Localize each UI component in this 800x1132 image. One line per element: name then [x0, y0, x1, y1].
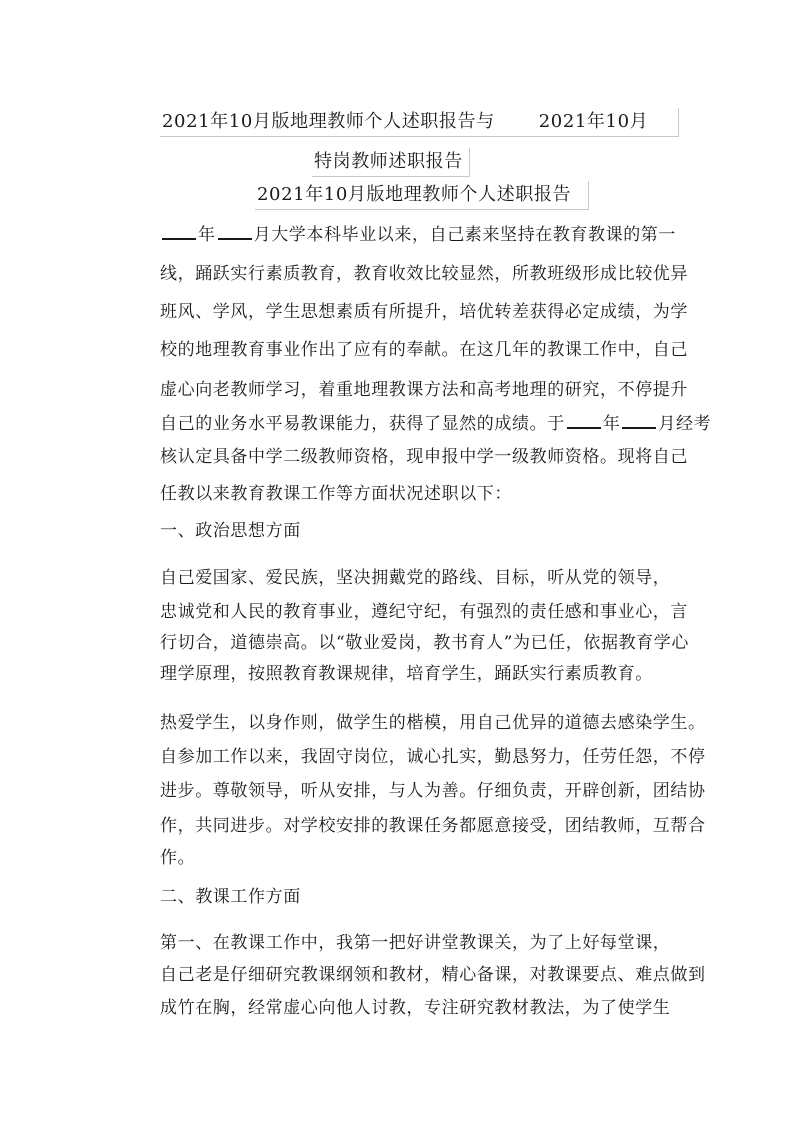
section-1-p2-line-5: 作。	[160, 848, 196, 868]
intro-line-3: 班风、学风，学生思想素质有所提升，培优转差获得必定成绩，为学	[160, 302, 688, 322]
intro-line-2: 线，踊跃实行素质教育，教育收效比较显然，所教班级形成比较优异	[160, 264, 688, 284]
section-1-p1-line-3: 行切合，道德崇高。以“敬业爱岗，教书育人”为已任，依据教育学心	[160, 633, 689, 653]
title-line-1	[160, 108, 679, 137]
year-blank	[567, 409, 601, 429]
title-line-2: 特岗教师述职报告	[312, 148, 470, 177]
section-1-p1-line-1: 自己爱国家、爱民族，坚决拥戴党的路线、目标，听从党的领导，	[160, 568, 671, 588]
section-2-p1-line-1: 第一、在教课工作中，我第一把好讲堂教课关，为了上好每堂课，	[160, 933, 671, 953]
intro-text: 月大学本科毕业以来，自己素来坚持在教育教课的第一	[253, 225, 677, 245]
intro-line-6	[160, 409, 711, 436]
section-2-p1-line-2: 自己老是仔细研究教课纲领和教材，精心备课，对教课要点、难点做到	[160, 965, 706, 985]
section-2-heading: 二、教课工作方面	[160, 887, 301, 907]
intro-text: 自己的业务水平易教课能力，获得了显然的成绩。于	[160, 414, 565, 434]
section-1-p1-line-4: 理学原理，按照教育教课规律，培育学生，踊跃实行素质教育。	[160, 664, 653, 684]
year-blank	[162, 220, 196, 240]
section-1-p2-line-2: 自参加工作以来，我固守岗位，诚心扎实，勤恳努力，任劳任怨，不停	[160, 747, 706, 767]
title-line-1-part-b: 2021年10月	[538, 111, 649, 132]
intro-line-1	[160, 220, 676, 247]
month-blank	[218, 220, 252, 240]
intro-text: 年	[198, 225, 216, 245]
section-1-p2-line-3: 进步。尊敬领导，听从安排，与人为善。仔细负责，开辟创新，团结协	[160, 781, 706, 801]
title-line-1-part-a: 2021年10月版地理教师个人述职报告与	[162, 111, 495, 132]
section-2-p1-line-3: 成竹在胸，经常虚心向他人讨教，专注研究教材教法，为了使学生	[160, 998, 671, 1018]
intro-line-5: 虚心向老教师学习，着重地理教课方法和高考地理的研究，不停提升	[160, 380, 688, 400]
section-1-p2-line-1: 热爱学生，以身作则，做学生的楷模，用自己优异的道德去感染学生。	[160, 713, 706, 733]
month-blank	[622, 409, 656, 429]
intro-line-4: 校的地理教育事业作出了应有的奉献。在这几年的教课工作中，自己	[160, 340, 688, 360]
section-1-heading: 一、政治思想方面	[160, 521, 301, 541]
document-subtitle: 2021年10月版地理教师个人述职报告	[255, 181, 589, 210]
section-1-p2-line-4: 作，共同进步。对学校安排的教课任务都愿意接受，团结教师，互帮合	[160, 816, 706, 836]
intro-text: 月经考	[658, 414, 712, 434]
intro-line-8: 任教以来教育教课工作等方面状况述职以下：	[160, 484, 512, 504]
intro-text: 年	[602, 414, 621, 434]
section-1-p1-line-2: 忠诚党和人民的教育事业，遵纪守纪，有强烈的责任感和事业心，言	[160, 602, 688, 622]
intro-line-7: 核认定具备中学二级教师资格，现申报中学一级教师资格。现将自己	[160, 447, 688, 467]
